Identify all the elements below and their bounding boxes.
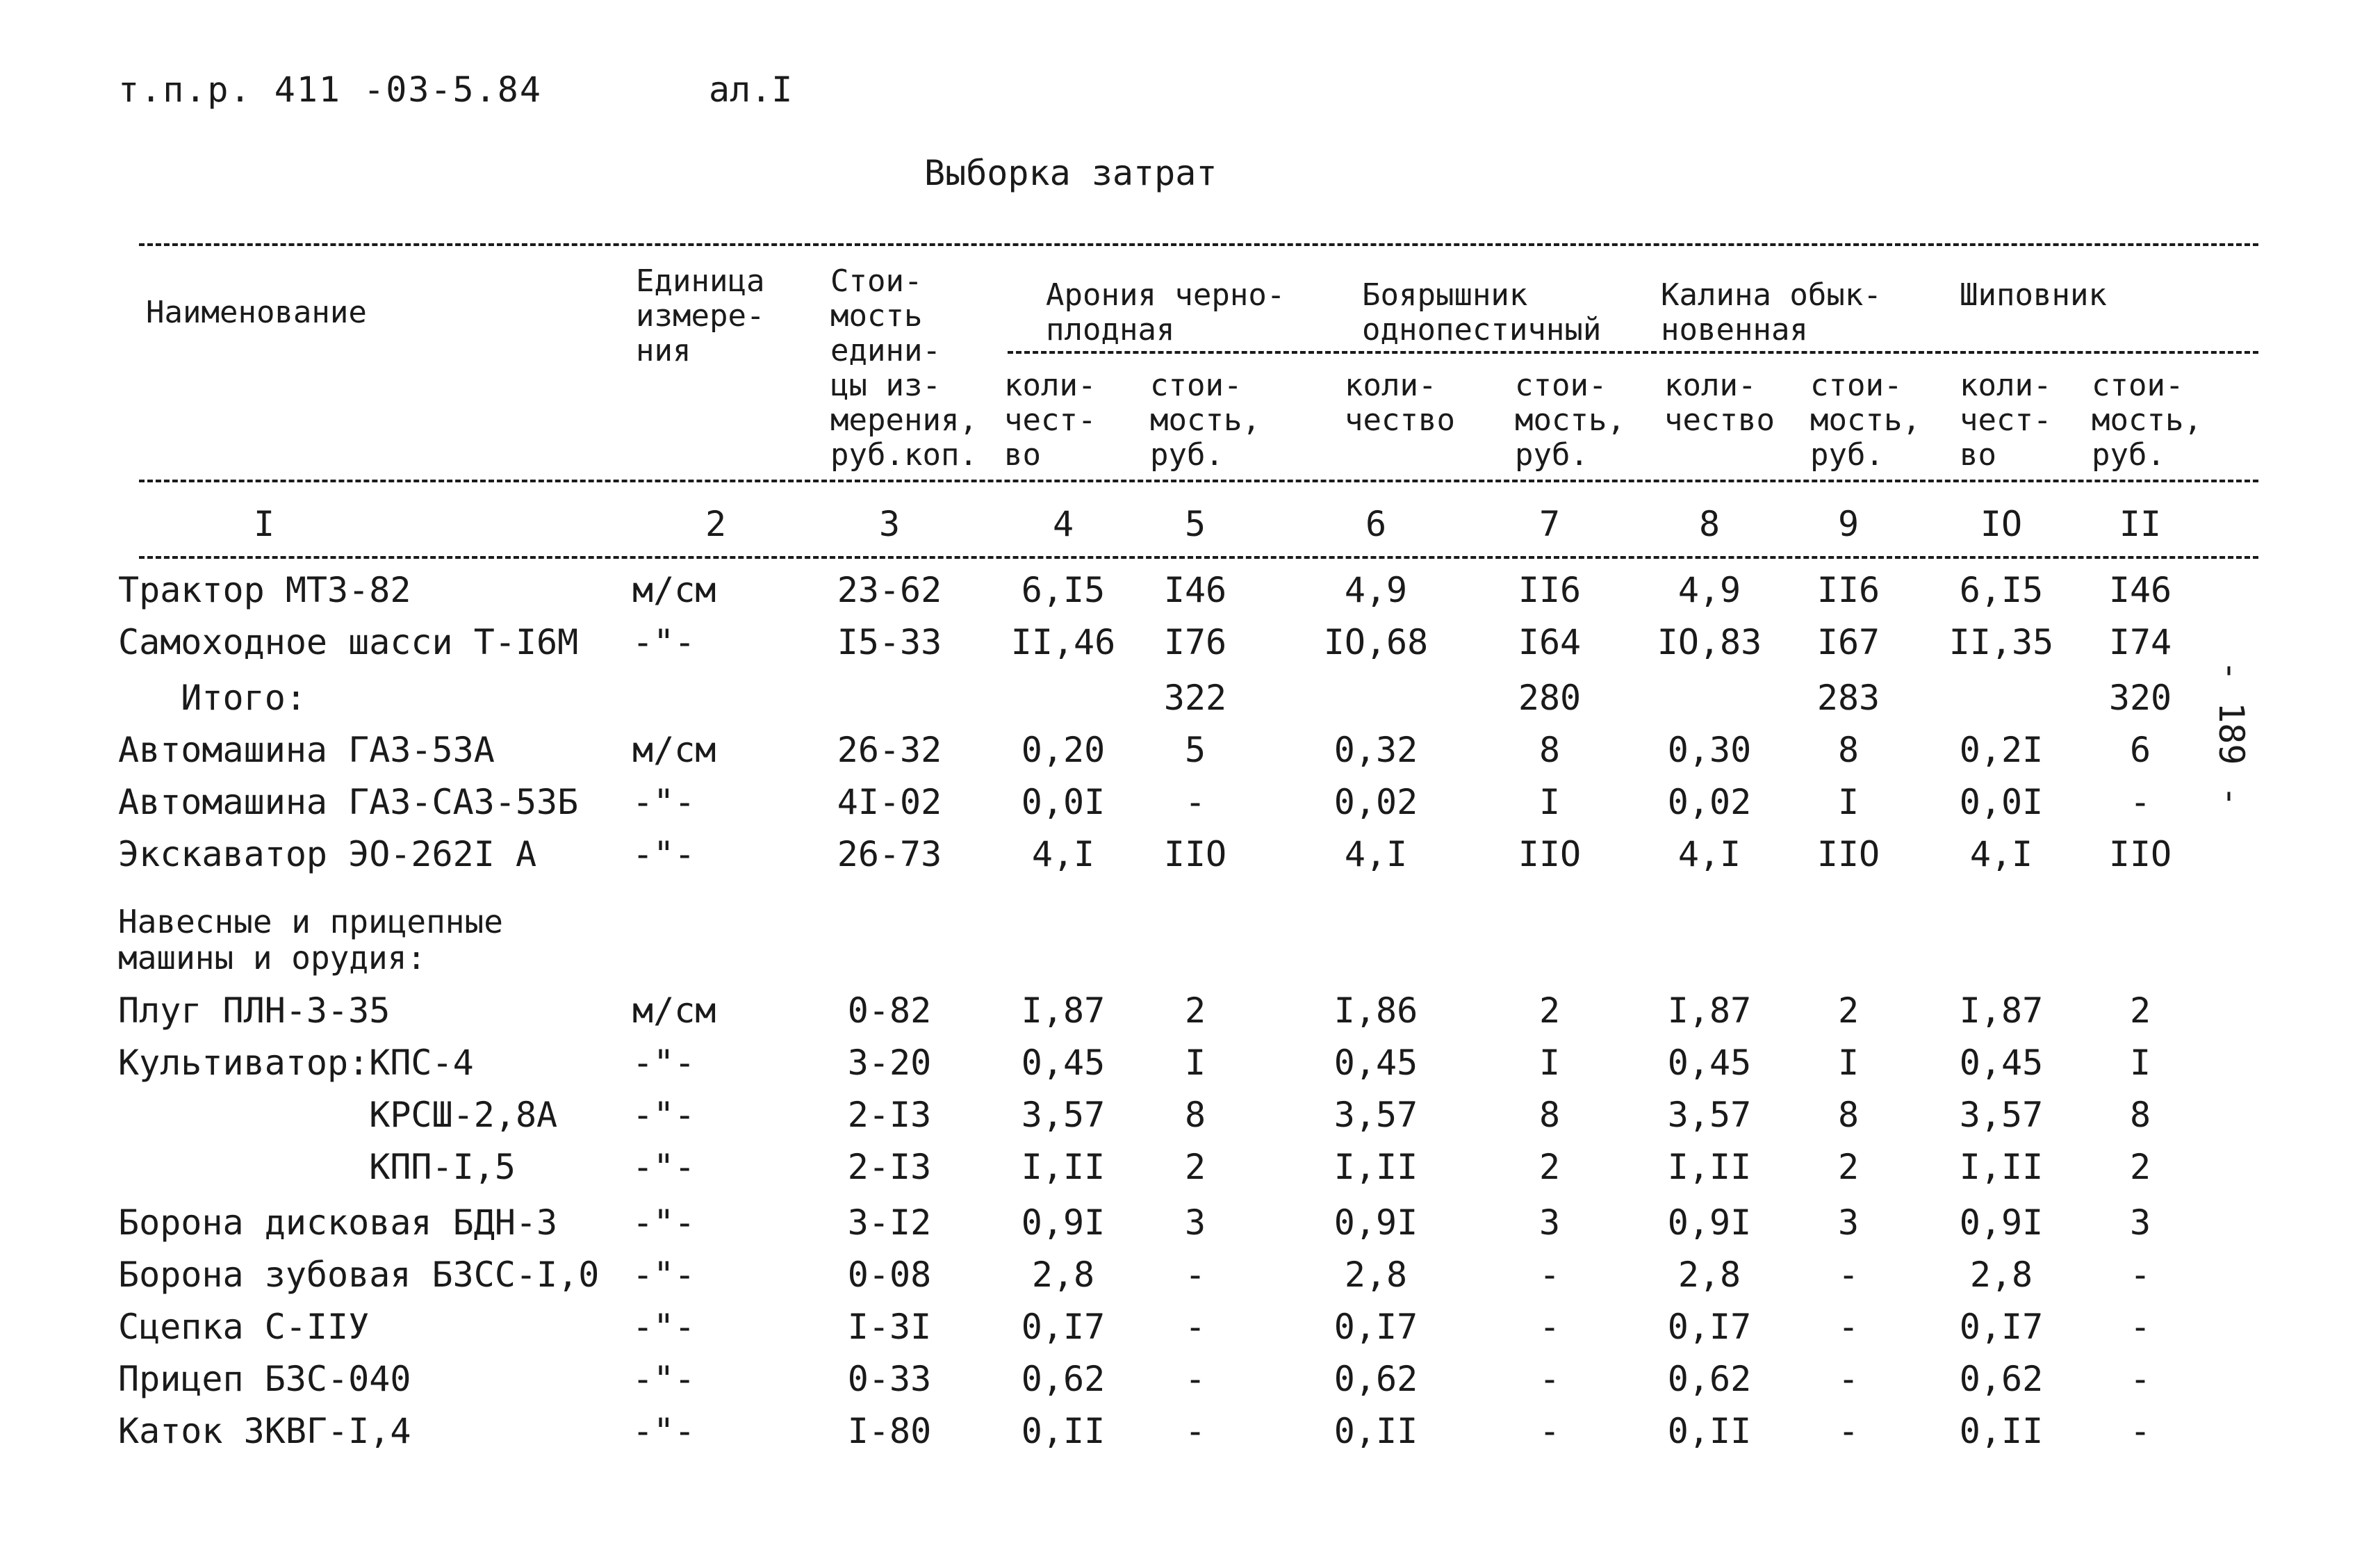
cost-kalina: 2 [1837,990,1860,1031]
cost-kalina: I [1837,1043,1860,1083]
qty-aronia: 0,0I [1021,782,1106,822]
cost-aronia: - [1184,782,1206,822]
qty-boyaryshnik: 2,8 [1344,1255,1408,1295]
item-unit: -"- [632,1202,696,1243]
cost-shipovnik: - [2129,1307,2151,1347]
unit-cost: 3-20 [847,1043,932,1083]
qty-shipovnik: II,35 [1948,622,2054,662]
qty-boyaryshnik: 0,I7 [1333,1307,1418,1347]
cost-aronia: 5 [1184,730,1206,770]
unit-cost: I-3I [847,1307,932,1347]
cost-aronia: I [1184,1043,1206,1083]
item-name: Автомашина ГАЗ-САЗ-53Б [118,782,579,822]
cost-aronia: - [1184,1307,1206,1347]
cost-shipovnik: 3 [2129,1202,2151,1243]
qty-kalina: 0,02 [1667,782,1752,822]
column-number: 9 [1837,504,1860,544]
cost-boyaryshnik: - [1538,1255,1561,1295]
cost-shipovnik: I74 [2108,622,2172,662]
qty-boyaryshnik: I,II [1333,1147,1418,1187]
item-name: Каток ЗКВГ-I,4 [118,1411,411,1451]
qty-shipovnik: 6,I5 [1959,570,2044,610]
qty-kalina: 4,9 [1677,570,1741,610]
cost-aronia: I76 [1163,622,1227,662]
cost-kalina: I67 [1816,622,1880,662]
cost-boyaryshnik: I [1538,782,1561,822]
qty-boyaryshnik: 0,62 [1333,1359,1418,1399]
page-title: Выборка затрат [924,153,1217,193]
header-qty-6: коли- чество [1345,368,1455,438]
item-name: Культиватор:КПС-4 [118,1043,474,1083]
item-name: Сцепка С-IIУ [118,1307,370,1347]
table-row [0,730,2380,778]
item-name: Борона дисковая БДН-3 [118,1202,558,1243]
table-row [0,1359,2380,1407]
qty-boyaryshnik: IO,68 [1323,622,1429,662]
qty-boyaryshnik: I,86 [1333,990,1418,1031]
cost-boyaryshnik: 3 [1538,1202,1561,1243]
qty-aronia: 3,57 [1021,1095,1106,1135]
column-number: 6 [1365,504,1387,544]
header-qty-10: коли- чест- во [1960,368,2052,473]
header-cost-9: стои- мость, руб. [1810,368,1921,473]
unit-cost: 0-82 [847,990,932,1031]
item-unit: -"- [632,1359,696,1399]
table-row [0,1147,2380,1195]
qty-kalina: 0,9I [1667,1202,1752,1243]
section-heading: Навесные и прицепные машины и орудия: [118,903,503,977]
cost-boyaryshnik: IIO [1518,834,1582,874]
qty-boyaryshnik: 0,II [1333,1411,1418,1451]
header-cost-7: стои- мость, руб. [1515,368,1625,473]
item-unit: -"- [632,1095,696,1135]
table-row [0,1411,2380,1460]
qty-shipovnik: 2,8 [1969,1255,2033,1295]
cost-aronia: - [1184,1255,1206,1295]
total-label: Итого: [118,678,306,718]
item-unit: м/см [632,730,716,770]
qty-shipovnik: 0,62 [1959,1359,2044,1399]
cost-aronia: 3 [1184,1202,1206,1243]
item-unit: м/см [632,990,716,1031]
cost-kalina: 8 [1837,1095,1860,1135]
item-unit: -"- [632,1307,696,1347]
unit-cost: 0-08 [847,1255,932,1295]
qty-boyaryshnik: 0,32 [1333,730,1418,770]
cost-boyaryshnik: 2 [1538,990,1561,1031]
unit-cost: I5-33 [837,622,942,662]
qty-aronia: I,II [1021,1147,1106,1187]
qty-kalina: I,87 [1667,990,1752,1031]
item-unit: -"- [632,1255,696,1295]
cost-boyaryshnik: - [1538,1307,1561,1347]
qty-shipovnik: 0,I7 [1959,1307,2044,1347]
qty-aronia: 0,I7 [1021,1307,1106,1347]
qty-shipovnik: 0,II [1959,1411,2044,1451]
header-unit: Единица измере- ния [636,263,765,368]
qty-kalina: 0,II [1667,1411,1752,1451]
qty-aronia: 2,8 [1031,1255,1095,1295]
cost-aronia: 2 [1184,990,1206,1031]
cost-kalina: II6 [1816,570,1880,610]
qty-shipovnik: 0,0I [1959,782,2044,822]
cost-aronia: - [1184,1411,1206,1451]
unit-cost: 3-I2 [847,1202,932,1243]
total-aronia: 322 [1163,678,1227,718]
item-name: Экскаватор ЭО-262I А [118,834,537,874]
column-number: 5 [1184,504,1206,544]
unit-cost: 2-I3 [847,1095,932,1135]
unit-cost: I-80 [847,1411,932,1451]
unit-cost: 26-32 [837,730,942,770]
item-name: Самоходное шасси Т-I6М [118,622,579,662]
cost-kalina: - [1837,1411,1860,1451]
table-row-total [0,678,2380,726]
cost-shipovnik: - [2129,1255,2151,1295]
qty-kalina: 3,57 [1667,1095,1752,1135]
qty-aronia: 0,45 [1021,1043,1106,1083]
sheet-number: ал.I [709,70,793,110]
item-unit: -"- [632,1147,696,1187]
qty-aronia: 0,20 [1021,730,1106,770]
page-number: - 189 - [2211,660,2251,807]
cost-kalina: 2 [1837,1147,1860,1187]
total-shipovnik: 320 [2108,678,2172,718]
qty-kalina: 0,30 [1667,730,1752,770]
qty-aronia: 4,I [1031,834,1095,874]
cost-boyaryshnik: - [1538,1359,1561,1399]
header-bottom-rule [139,480,2258,482]
cost-shipovnik: 2 [2129,1147,2151,1187]
unit-cost: 2-I3 [847,1147,932,1187]
table-row [0,1095,2380,1143]
header-shipovnik: Шиповник [1960,277,2107,313]
table-row [0,1307,2380,1355]
qty-kalina: 2,8 [1677,1255,1741,1295]
cost-boyaryshnik: I64 [1518,622,1582,662]
qty-aronia: I,87 [1021,990,1106,1031]
cost-shipovnik: 2 [2129,990,2151,1031]
cost-shipovnik: - [2129,782,2151,822]
cost-boyaryshnik: 8 [1538,730,1561,770]
qty-shipovnik: 3,57 [1959,1095,2044,1135]
cost-shipovnik: IIO [2108,834,2172,874]
cost-aronia: 2 [1184,1147,1206,1187]
item-name: Плуг ПЛН-3-35 [118,990,391,1031]
header-cost-11: стои- мость, руб. [2092,368,2202,473]
qty-aronia: 0,62 [1021,1359,1106,1399]
qty-shipovnik: 4,I [1969,834,2033,874]
column-number: 2 [705,504,727,544]
qty-boyaryshnik: 3,57 [1333,1095,1418,1135]
qty-kalina: 0,I7 [1667,1307,1752,1347]
qty-aronia: II,46 [1010,622,1116,662]
column-number: 8 [1698,504,1721,544]
table-row [0,1202,2380,1251]
column-number: I [253,504,275,544]
cost-kalina: - [1837,1255,1860,1295]
item-name: Автомашина ГАЗ-53А [118,730,495,770]
item-name: КРСШ-2,8А [118,1095,558,1135]
item-unit: м/см [632,570,716,610]
cost-kalina: - [1837,1307,1860,1347]
column-number: II [2119,504,2162,544]
qty-aronia: 0,9I [1021,1202,1106,1243]
qty-boyaryshnik: 0,45 [1333,1043,1418,1083]
table-row [0,1043,2380,1091]
cost-shipovnik: I46 [2108,570,2172,610]
qty-kalina: 4,I [1677,834,1741,874]
cost-boyaryshnik: 2 [1538,1147,1561,1187]
qty-shipovnik: I,II [1959,1147,2044,1187]
cost-aronia: IIO [1163,834,1227,874]
qty-aronia: 6,I5 [1021,570,1106,610]
table-row [0,782,2380,831]
header-kalina: Калина обык- новенная [1661,277,1882,348]
column-number: 7 [1538,504,1561,544]
item-name: КПП-I,5 [118,1147,516,1187]
cost-aronia: I46 [1163,570,1227,610]
column-number: IO [1980,504,2023,544]
cost-kalina: - [1837,1359,1860,1399]
header-qty-4: коли- чест- во [1004,368,1097,473]
header-mid-rule [1008,351,2258,354]
cost-boyaryshnik: II6 [1518,570,1582,610]
qty-shipovnik: 0,9I [1959,1202,2044,1243]
unit-cost: 23-62 [837,570,942,610]
header-cost: Стои- мость едини- цы из- мерения, руб.коп. [830,263,978,473]
qty-boyaryshnik: 4,9 [1344,570,1408,610]
item-name: Прицеп БЗС-040 [118,1359,411,1399]
cost-boyaryshnik: - [1538,1411,1561,1451]
qty-kalina: IO,83 [1657,622,1762,662]
unit-cost: 4I-02 [837,782,942,822]
cost-kalina: I [1837,782,1860,822]
table-row [0,622,2380,671]
column-number: 4 [1052,504,1074,544]
qty-kalina: 0,62 [1667,1359,1752,1399]
qty-kalina: I,II [1667,1147,1752,1187]
cost-kalina: 8 [1837,730,1860,770]
unit-cost: 0-33 [847,1359,932,1399]
unit-cost: 26-73 [837,834,942,874]
cost-shipovnik: - [2129,1411,2151,1451]
header-name: Наименование [146,295,367,330]
cost-shipovnik: 8 [2129,1095,2151,1135]
qty-boyaryshnik: 0,9I [1333,1202,1418,1243]
qty-kalina: 0,45 [1667,1043,1752,1083]
item-unit: -"- [632,1411,696,1451]
cost-aronia: - [1184,1359,1206,1399]
qty-boyaryshnik: 4,I [1344,834,1408,874]
table-row [0,1255,2380,1303]
cost-aronia: 8 [1184,1095,1206,1135]
cost-kalina: IIO [1816,834,1880,874]
cost-shipovnik: I [2129,1043,2151,1083]
qty-shipovnik: 0,2I [1959,730,2044,770]
cost-kalina: 3 [1837,1202,1860,1243]
item-unit: -"- [632,782,696,822]
cost-boyaryshnik: I [1538,1043,1561,1083]
qty-boyaryshnik: 0,02 [1333,782,1418,822]
item-name: Борона зубовая БЗСС-I,0 [118,1255,600,1295]
header-cost-5: стои- мость, руб. [1150,368,1261,473]
table-row [0,834,2380,883]
header-qty-8: коли- чество [1664,368,1775,438]
document-code: т.п.р. 411 -03-5.84 [118,70,542,110]
item-unit: -"- [632,834,696,874]
header-top-rule [139,243,2258,246]
table-row [0,990,2380,1039]
total-boyaryshnik: 280 [1518,678,1582,718]
qty-shipovnik: I,87 [1959,990,2044,1031]
cost-shipovnik: 6 [2129,730,2151,770]
item-name: Трактор МТЗ-82 [118,570,411,610]
item-unit: -"- [632,1043,696,1083]
total-kalina: 283 [1816,678,1880,718]
qty-shipovnik: 0,45 [1959,1043,2044,1083]
cost-shipovnik: - [2129,1359,2151,1399]
column-numbers-rule [139,556,2258,559]
item-unit: -"- [632,622,696,662]
header-boyaryshnik: Боярышник однопестичный [1362,277,1602,348]
qty-aronia: 0,II [1021,1411,1106,1451]
header-aronia: Арония черно- плодная [1046,277,1286,348]
column-number: 3 [878,504,901,544]
table-row [0,570,2380,619]
cost-boyaryshnik: 8 [1538,1095,1561,1135]
